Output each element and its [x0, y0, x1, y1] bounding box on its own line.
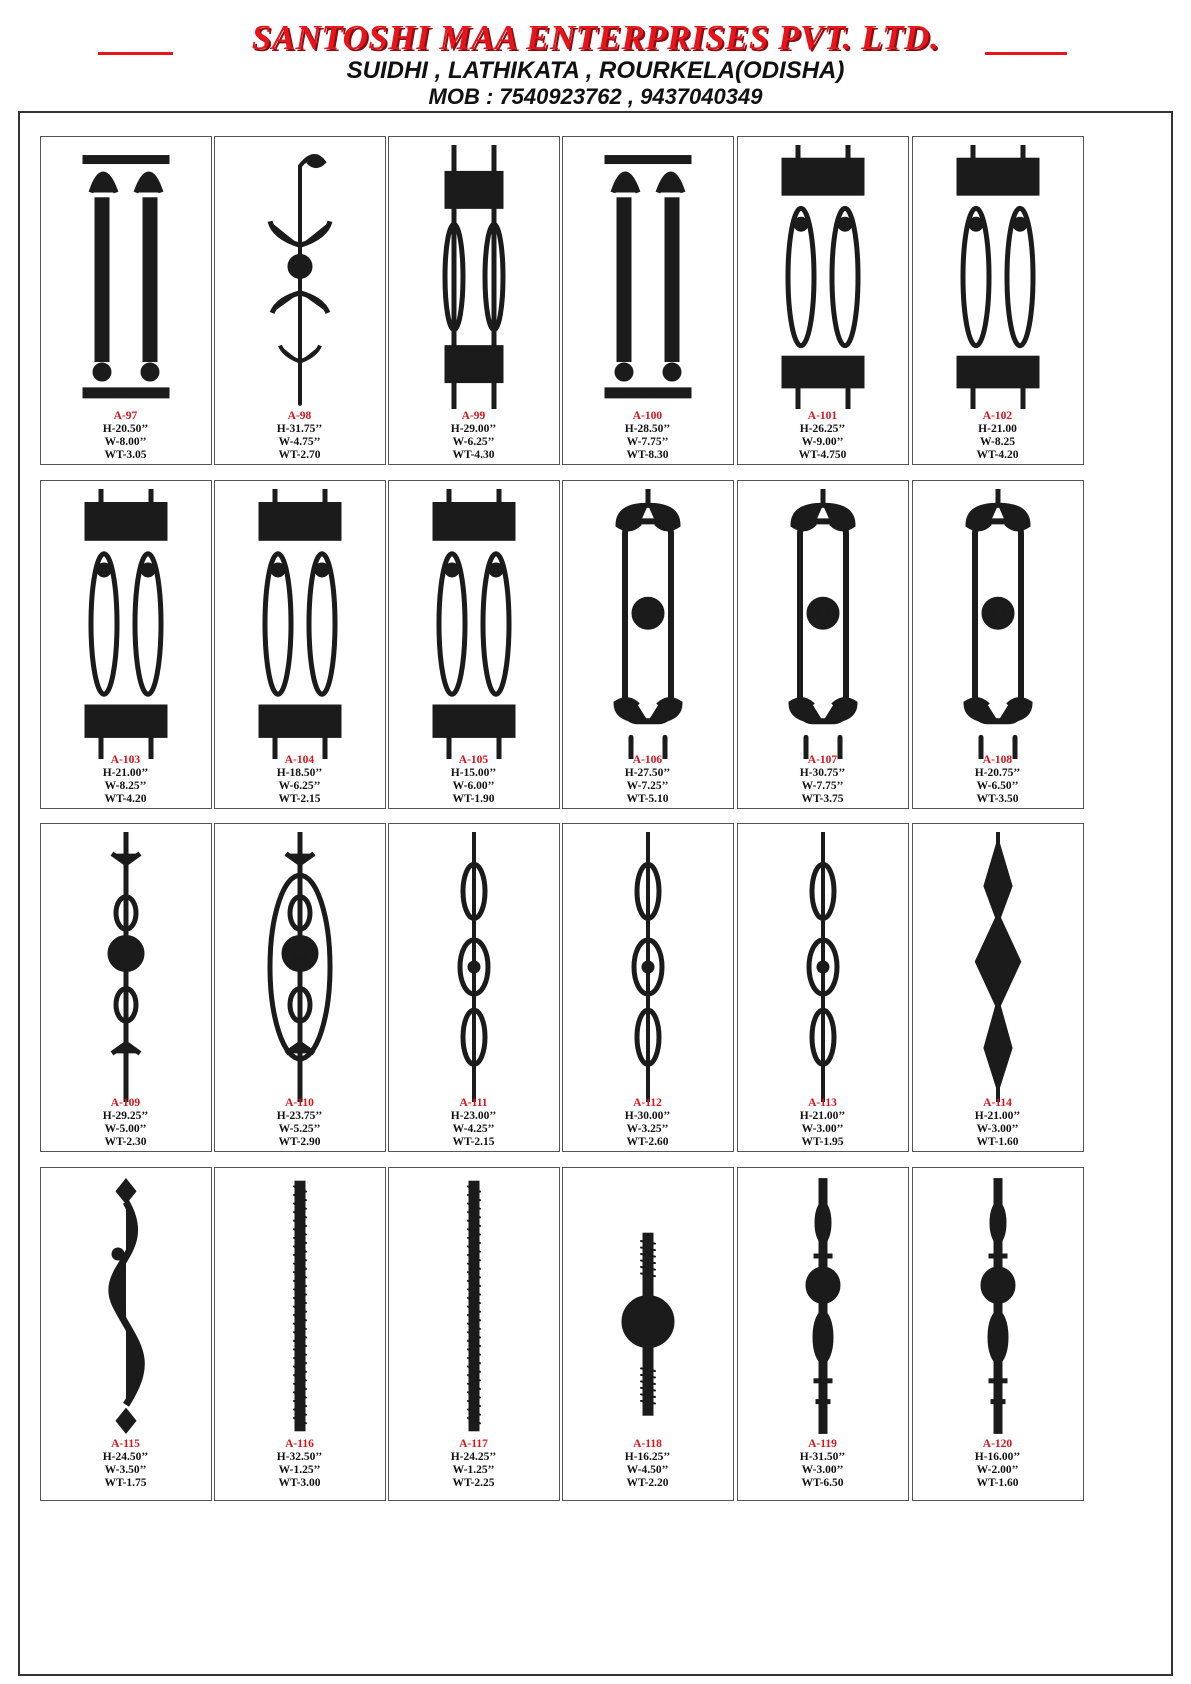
- product-specs: [41, 1097, 210, 1149]
- product-card-a-114: [912, 823, 1084, 1152]
- product-card-a-111: [388, 823, 560, 1152]
- product-height: H-20.50’’: [102, 423, 149, 435]
- product-specs: [389, 1097, 558, 1149]
- product-card-a-115: [40, 1167, 212, 1501]
- product-width: W-4.75’’: [278, 436, 321, 448]
- lattice-twin-baluster-icon: [389, 145, 558, 409]
- product-card-a-106: [562, 480, 734, 809]
- product-weight: WT-2.15: [278, 793, 321, 805]
- product-width: W-5.25’’: [278, 1123, 321, 1135]
- product-code: A-113: [808, 1097, 837, 1109]
- product-specs: [215, 754, 384, 806]
- product-height: H-18.50’’: [276, 767, 323, 779]
- product-weight: WT-8.30: [626, 449, 669, 461]
- product-code: A-117: [459, 1438, 488, 1450]
- product-specs: [215, 1097, 384, 1149]
- company-address: SUIDHI , LATHIKATA , ROURKELA(ODISHA): [346, 57, 845, 84]
- product-code: A-111: [459, 1097, 488, 1109]
- product-width: W-8.25: [979, 436, 1016, 448]
- product-specs: [389, 754, 558, 806]
- product-specs: [563, 1097, 732, 1149]
- product-card-a-99: [388, 136, 560, 465]
- scroll-frame-rosette-icon: [913, 489, 1082, 759]
- twin-loop-panel-icon: [41, 489, 210, 759]
- product-height: H-28.50’’: [624, 423, 671, 435]
- product-card-a-119: [737, 1167, 909, 1501]
- product-weight: WT-2.15: [452, 1136, 495, 1148]
- product-width: W-8.00’’: [104, 436, 147, 448]
- product-width: W-6.25’’: [452, 436, 495, 448]
- product-width: W-7.75’’: [801, 780, 844, 792]
- product-card-a-100: [562, 136, 734, 465]
- product-weight: WT-6.50: [801, 1477, 844, 1489]
- product-height: H-21.00’’: [102, 767, 149, 779]
- product-specs: [389, 1438, 558, 1490]
- product-code: A-99: [461, 410, 486, 422]
- product-width: W-4.25’’: [452, 1123, 495, 1135]
- product-specs: [738, 754, 907, 806]
- product-width: W-7.25’’: [626, 780, 669, 792]
- scroll-baluster-icon: [563, 832, 732, 1102]
- twin-loop-panel-icon: [389, 489, 558, 759]
- product-card-a-97: [40, 136, 212, 465]
- product-width: W-3.25’’: [626, 1123, 669, 1135]
- product-width: W-6.50’’: [976, 780, 1019, 792]
- product-weight: WT-2.60: [626, 1136, 669, 1148]
- twin-column-panel-icon: [563, 145, 732, 409]
- product-specs: [913, 1097, 1082, 1149]
- product-card-a-113: [737, 823, 909, 1152]
- product-height: H-21.00’’: [974, 1110, 1021, 1122]
- product-width: W-2.00’’: [976, 1464, 1019, 1476]
- product-weight: WT-4.30: [452, 449, 495, 461]
- product-specs: [563, 754, 732, 806]
- scroll-frame-rosette-icon: [563, 489, 732, 759]
- product-width: W-3.00’’: [976, 1123, 1019, 1135]
- product-height: H-31.75’’: [276, 423, 323, 435]
- product-card-a-108: [912, 480, 1084, 809]
- product-card-a-112: [562, 823, 734, 1152]
- product-weight: WT-1.90: [452, 793, 495, 805]
- product-code: A-102: [982, 410, 1013, 422]
- product-specs: [41, 1438, 210, 1490]
- product-width: W-3.50’’: [104, 1464, 147, 1476]
- product-card-a-101: [737, 136, 909, 465]
- product-weight: WT-2.70: [278, 449, 321, 461]
- company-name: SANTOSHI MAA ENTERPRISES PVT. LTD.: [251, 18, 940, 57]
- product-height: H-30.75’’: [799, 767, 846, 779]
- product-weight: WT-1.60: [976, 1477, 1019, 1489]
- product-height: H-16.00’’: [974, 1451, 1021, 1463]
- product-height: H-24.50’’: [102, 1451, 149, 1463]
- s-scroll-baluster-icon: [41, 1176, 210, 1436]
- product-card-a-109: [40, 823, 212, 1152]
- product-width: W-9.00’’: [801, 436, 844, 448]
- product-code: A-112: [633, 1097, 662, 1109]
- product-specs: [41, 754, 210, 806]
- product-specs: [913, 1438, 1082, 1490]
- product-height: H-26.25’’: [799, 423, 846, 435]
- twin-column-panel-icon: [41, 145, 210, 409]
- twisted-bar-icon: [215, 1176, 384, 1436]
- product-code: A-104: [284, 754, 315, 766]
- catalog-frame: [18, 111, 1173, 1676]
- letterhead: [0, 0, 1191, 112]
- product-code: A-97: [113, 410, 138, 422]
- product-card-a-98: [214, 136, 386, 465]
- product-code: A-101: [807, 410, 838, 422]
- product-height: H-20.75’’: [974, 767, 1021, 779]
- product-code: A-103: [110, 754, 141, 766]
- product-weight: WT-4.20: [104, 793, 147, 805]
- product-code: A-119: [808, 1438, 837, 1450]
- product-card-a-107: [737, 480, 909, 809]
- product-code: A-114: [983, 1097, 1012, 1109]
- product-specs: [389, 410, 558, 462]
- product-weight: WT-3.75: [801, 793, 844, 805]
- product-height: H-31.50’’: [799, 1451, 846, 1463]
- product-width: W-6.00’’: [452, 780, 495, 792]
- product-height: H-27.50’’: [624, 767, 671, 779]
- product-width: W-6.25’’: [278, 780, 321, 792]
- product-width: W-5.00’’: [104, 1123, 147, 1135]
- product-code: A-100: [632, 410, 663, 422]
- product-height: H-29.25’’: [102, 1110, 149, 1122]
- product-specs: [913, 754, 1082, 806]
- product-width: W-7.75’’: [626, 436, 669, 448]
- product-code: A-106: [632, 754, 663, 766]
- product-code: A-118: [633, 1438, 662, 1450]
- turned-spindle-icon: [913, 1176, 1082, 1436]
- product-specs: [563, 1438, 732, 1490]
- twisted-bar-icon: [389, 1176, 558, 1436]
- product-height: H-16.25’’: [624, 1451, 671, 1463]
- product-specs: [215, 1438, 384, 1490]
- product-weight: WT-3.05: [104, 449, 147, 461]
- product-width: W-3.00’’: [801, 1464, 844, 1476]
- product-specs: [215, 410, 384, 462]
- product-weight: WT-1.95: [801, 1136, 844, 1148]
- product-weight: WT-2.25: [452, 1477, 495, 1489]
- product-weight: WT-2.20: [626, 1477, 669, 1489]
- product-code: A-116: [285, 1438, 314, 1450]
- scroll-baluster-icon: [389, 832, 558, 1102]
- product-weight: WT-4.20: [976, 449, 1019, 461]
- twin-loop-panel-icon: [913, 145, 1082, 409]
- product-height: H-23.00’’: [450, 1110, 497, 1122]
- diamond-baluster-icon: [913, 832, 1082, 1102]
- product-width: W-1.25’’: [452, 1464, 495, 1476]
- product-code: A-120: [982, 1438, 1013, 1450]
- product-weight: WT-3.00: [278, 1477, 321, 1489]
- product-code: A-108: [982, 754, 1013, 766]
- scroll-frame-rosette-icon: [738, 489, 907, 759]
- product-height: H-30.00’’: [624, 1110, 671, 1122]
- product-weight: WT-5.10: [626, 793, 669, 805]
- scroll-baluster-icon: [738, 832, 907, 1102]
- turned-spindle-icon: [738, 1176, 907, 1436]
- product-height: H-21.00’’: [799, 1110, 846, 1122]
- oval-rosette-baluster-icon: [215, 832, 384, 1102]
- product-specs: [738, 410, 907, 462]
- twin-loop-panel-icon: [215, 489, 384, 759]
- product-height: H-29.00’’: [450, 423, 497, 435]
- product-card-a-104: [214, 480, 386, 809]
- product-card-a-120: [912, 1167, 1084, 1501]
- product-specs: [41, 410, 210, 462]
- twin-loop-panel-icon: [738, 145, 907, 409]
- product-code: A-109: [110, 1097, 141, 1109]
- company-phone: MOB : 7540923762 , 9437040349: [428, 84, 763, 109]
- product-code: A-98: [287, 410, 312, 422]
- product-card-a-118: [562, 1167, 734, 1501]
- product-height: H-23.75’’: [276, 1110, 323, 1122]
- product-code: A-107: [807, 754, 838, 766]
- product-height: H-15.00’’: [450, 767, 497, 779]
- product-width: W-3.00’’: [801, 1123, 844, 1135]
- product-weight: WT-2.30: [104, 1136, 147, 1148]
- product-specs: [913, 410, 1082, 462]
- wheel-baluster-icon: [563, 1176, 732, 1436]
- product-weight: WT-1.60: [976, 1136, 1019, 1148]
- product-weight: WT-1.75: [104, 1477, 147, 1489]
- product-width: W-8.25’’: [104, 780, 147, 792]
- product-weight: WT-4.750: [798, 449, 847, 461]
- product-card-a-117: [388, 1167, 560, 1501]
- product-card-a-103: [40, 480, 212, 809]
- floral-scroll-baluster-icon: [215, 145, 384, 409]
- product-height: H-32.50’’: [276, 1451, 323, 1463]
- product-specs: [563, 410, 732, 462]
- product-weight: WT-3.50: [976, 793, 1019, 805]
- product-card-a-105: [388, 480, 560, 809]
- product-width: W-4.50’’: [626, 1464, 669, 1476]
- product-card-a-116: [214, 1167, 386, 1501]
- product-height: H-24.25’’: [450, 1451, 497, 1463]
- product-specs: [738, 1438, 907, 1490]
- product-height: H-21.00: [978, 423, 1017, 435]
- product-weight: WT-2.90: [278, 1136, 321, 1148]
- product-code: A-105: [458, 754, 489, 766]
- product-card-a-110: [214, 823, 386, 1152]
- product-card-a-102: [912, 136, 1084, 465]
- rosette-baluster-icon: [41, 832, 210, 1102]
- product-code: A-115: [111, 1438, 140, 1450]
- product-specs: [738, 1097, 907, 1149]
- product-width: W-1.25’’: [278, 1464, 321, 1476]
- product-code: A-110: [285, 1097, 314, 1109]
